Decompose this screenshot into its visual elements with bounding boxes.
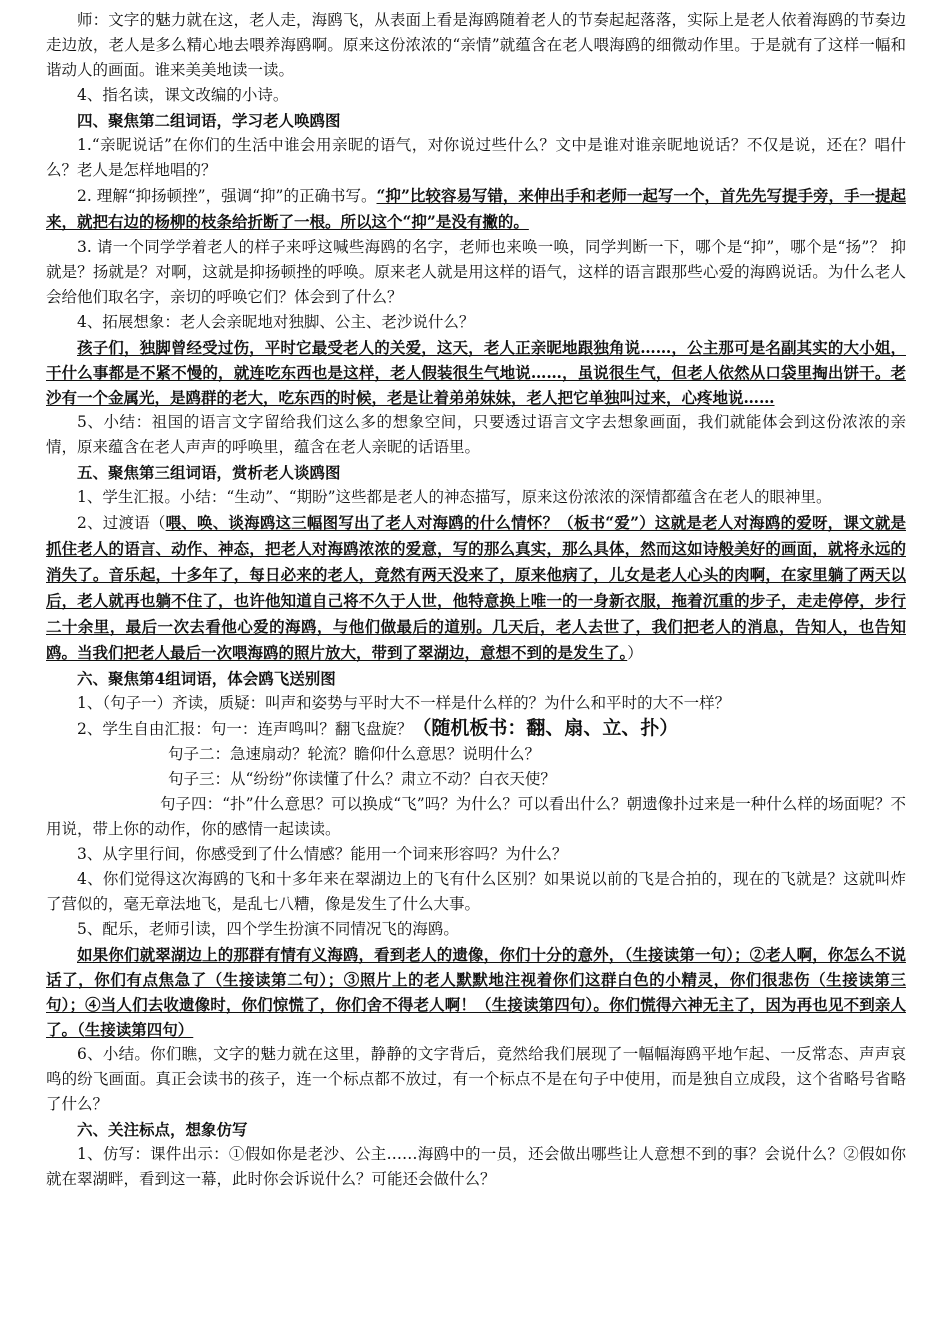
board-note: （随机板书：翻、扇、立、扑） <box>412 717 679 739</box>
emphasized-text: “抑”比较容易写错，来伸出手和老师一起写一个，首先先写提手旁，手一提起来，就把右边的杨柳的枝条给折断了一根。所以这个“抑”是没有撇的。 <box>46 186 906 231</box>
section-heading: 六、聚焦第4组词语，体会鸥飞送别图 <box>77 669 336 688</box>
paragraph: 师：文字的魅力就在这，老人走，海鸥飞，从表面上看是海鸥随着老人的节奏起起落落，实际上是老人依着海鸥的节奏边走边放，老人是多么精心地去喂养海鸥啊。原来这份浓浓的“亲情”就蕴含在老人喂海鸥的细微动作里。于是就有了这样一幅和谐动人的画面。谁来美美地读一读。 <box>46 11 906 79</box>
paragraph: 1、（句子一）齐读，质疑：叫声和姿势与平时大不一样是什么样的？为什么和平时的大不一样？ <box>77 694 731 712</box>
paragraph: 1.“亲昵说话”在你们的生活中谁会用亲昵的语气，对你说过些什么？文中是谁对谁亲昵地说话？不仅是说，还在？唱什么？老人是怎样地唱的？ <box>46 136 906 179</box>
paragraph: 4、拓展想象：老人会亲昵地对独脚、公主、老沙说什么？ <box>77 313 475 331</box>
paragraph: 4、你们觉得这次海鸥的飞和十多年来在翠湖边上的飞有什么区别？如果说以前的飞是合拍的，现在的飞就是？这就叫炸了营似的，毫无章法地飞，是乱七八糟，像是发生了什么大事。 <box>46 870 906 913</box>
paragraph-text: ） <box>627 644 643 662</box>
paragraph: 3. 请一个同学学着老人的样子来呼这喊些海鸥的名字，老师也来唤一唤，同学判断一下，哪个是“抑”，哪个是“扬”？ 抑就是？扬就是？对啊，这就是抑扬顿挫的呼唤。原来老人就是用这样的语气，这样的语言跟那些心爱的海鸥说话。为什么老人会给他们取名字，亲切的呼唤它们？体会到了什么？ <box>46 238 906 306</box>
paragraph <box>46 510 906 666</box>
paragraph <box>46 183 906 235</box>
paragraph: 句子二：急速扇动？轮流？瞻仰什么意思？说明什么？ <box>168 745 541 763</box>
emphasized-paragraph: 如果你们就翠湖边上的那群有情有义海鸥，看到老人的遗像，你们十分的意外，（生接读第一句）；②老人啊，你怎么不说话了，你们有点焦急了（生接读第二句）；③照片上的老人默默地注视着你们这群白色的小精灵，你们很悲伤（生接读第三句）；④当人们去收遗像时，你们惊慌了，你们舍不得老人啊！（生接读第四句）。你们慌得六神无主了，因为再也见不到亲人了。（生接读第四句） <box>46 945 906 1039</box>
section-heading: 六、关注标点，想象仿写 <box>77 1120 248 1139</box>
paragraph: 1、仿写：课件出示：①假如你是老沙、公主……海鸥中的一员，还会做出哪些让人意想不到的事？会说什么？②假如你就在翠湖畔，看到这一幕，此时你会诉说什么？可能还会做什么？ <box>46 1145 906 1188</box>
paragraph: 句子四：“扑”什么意思？可以换成“飞”吗？为什么？可以看出什么？朝遗像扑过来是一种什么样的场面呢？不用说，带上你的动作，你的感情一起读读。 <box>46 795 906 838</box>
emphasized-paragraph: 孩子们，独脚曾经受过伤，平时它最受老人的关爱，这天，老人正亲昵地跟独角说……，公主那可是名副其实的大小姐，干什么事都是不紧不慢的，就连吃东西也是这样，老人假装很生气地说……，虽说很生气，但老人依然从口袋里掏出饼干。老沙有一个金属光，是鸥群的老大，吃东西的时候，老是让着弟弟妹妹，老人把它单独叫过来，心疼地说…… <box>46 338 906 407</box>
section-heading: 四、聚焦第二组词语，学习老人唤鸥图 <box>77 111 341 130</box>
section-heading: 五、聚焦第三组词语，赏析老人谈鸥图 <box>77 463 341 482</box>
paragraph: 6、小结。你们瞧，文字的魅力就在这里，静静的文字背后，竟然给我们展现了一幅幅海鸥平地乍起、一反常态、声声哀鸣的纷飞画面。真正会读书的孩子，连一个标点都不放过，有一个标点不是在句子中使用，而是独自立成段，这个省略号省略了什么？ <box>46 1045 906 1113</box>
paragraph: 1、学生汇报。小结：“生动”、“期盼”这些都是老人的神态描写，原来这份浓浓的深情都蕴含在老人的眼神里。 <box>77 488 832 506</box>
paragraph: 5、小结：祖国的语言文字留给我们这么多的想象空间，只要透过语言文字去想象画面，我们就能体会到这份浓浓的亲情，原来蕴含在老人声声的呼唤里，蕴含在老人亲昵的话语里。 <box>46 413 906 456</box>
paragraph <box>46 716 906 742</box>
paragraph: 3、从字里行间，你感受到了什么情感？能用一个词来形容吗？为什么？ <box>77 845 568 863</box>
paragraph: 4、指名读，课文改编的小诗。 <box>77 86 289 104</box>
paragraph-text: 2. 理解“抑扬顿挫”，强调“抑”的正确书写。 <box>77 187 377 205</box>
paragraph-text: 2、过渡语（ <box>77 514 166 532</box>
paragraph: 5、配乐，老师引读，四个学生扮演不同情况飞的海鸥。 <box>77 920 459 938</box>
emphasized-text: 喂、唤、谈海鸥这三幅图写出了老人对海鸥的什么情怀？（板书“爱”）这就是老人对海鸥的爱呀，课文就是抓住老人的语言、动作、神态，把老人对海鸥浓浓的爱意，写的那么真实，那么具体，然而这如诗般美好的画面，就将永远的消失了。音乐起，十多年了，每日必来的老人，竟然有两天没来了，原来他病了，儿女是老人心头的肉啊，在家里躺了两天以后，老人就再也躺不住了，也许他知道自己将不久于人世，他特意换上唯一的一身新衣服，拖着沉重的步子，走走停停，步行二十余里，最后一次去看他心爱的海鸥，与他们做最后的道别。几天后，老人去世了，我们把老人的消息，告知人，也告知鸥。当我们把老人最后一次喂海鸥的照片放大，带到了翠湖边，意想不到的是发生了。 <box>46 513 906 662</box>
paragraph: 句子三：从“纷纷”你读懂了什么？肃立不动？白衣天使？ <box>168 770 556 788</box>
paragraph-text: 2、学生自由汇报：句一：连声鸣叫？翻飞盘旋？ <box>77 720 413 738</box>
